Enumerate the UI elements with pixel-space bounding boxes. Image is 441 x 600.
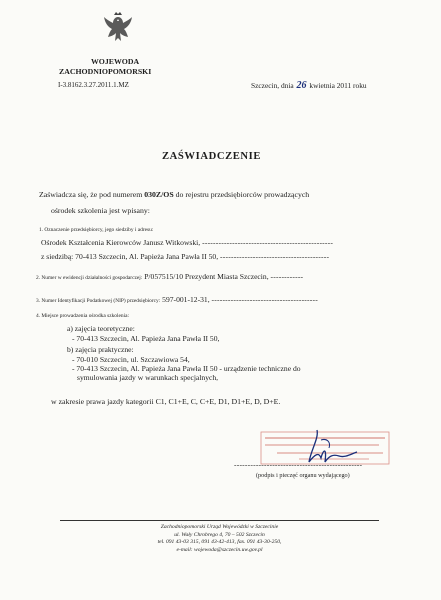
footer-line-4: e-mail: wojewoda@szczecin.uw.gov.pl [176,546,263,553]
section-3 [36,295,318,304]
section-4-label: 4. Miejsce prowadzenia ośrodka szkolenia: [36,313,129,319]
issue-date [251,80,367,91]
footer-line-1: Zachodniopomorski Urząd Wojewódzki w Szczecinie [160,524,279,530]
intro-text-b: do rejestru przedsiębiorców prowadzących [173,190,310,199]
date-suffix: kwietnia 2011 roku [309,81,367,90]
license-categories [51,397,280,406]
section-2 [36,272,303,281]
theory-label: a) zajęcia teoretyczne: [67,324,135,333]
polish-eagle-emblem-icon [103,11,133,47]
section-1-name [41,238,333,247]
section-1-address [41,252,329,261]
practice-location-2-cont: symulowania jazdy w warunkach specjalnych, [77,373,219,382]
section-3-label: 3. Numer Identyfikacji Podatkowej (NIP) przedsiębiorcy: [36,298,161,304]
intro-line-2: ośrodek szkolenia jest wpisany: [51,206,150,215]
date-prefix: Szczecin, dnia [251,81,294,90]
footer-line-2: ul. Wały Chrobrego 4, 70 – 502 Szczecin [174,531,265,538]
fill-dashes: ------------------------------------------------ [202,238,334,247]
intro-line-1 [39,190,309,199]
footer-divider [60,520,379,521]
reference-number: I-3.8162.3.27.2011.1.MZ [58,81,129,89]
nip-number: 597-001-12-31, [162,295,210,304]
date-day: 26 [296,80,307,91]
signature-line: ----------------------------------------------- [234,460,363,469]
register-number: 030Z/OS [144,190,174,199]
business-address: z siedzibą: 70-413 Szczecin, Al. Papieża Jana Pawła II 50, [41,252,219,261]
document-title: ZAŚWIADCZENIE [162,151,262,162]
footer-line-3: tel. 091 43-03 315, 091 43-42-413, fax. 091 43-30-250, [157,539,282,546]
fill-dashes: ---------------------------------------- [220,252,330,261]
practice-location-1: - 70-010 Szczecin, ul. Szczawiowa 54, [72,355,190,364]
registry-entry: P/057515/10 Prezydent Miasta Szczecin, [144,272,269,281]
fill-dashes: ------------ [270,272,304,281]
theory-location: - 70-413 Szczecin, Al. Papieża Jana Pawła II 50, [72,334,220,343]
section-2-label: 2. Numer w ewidencji działalności gospodarczej: [36,275,143,281]
footer-address [60,524,379,554]
issuer-subtitle: ZACHODNIOPOMORSKI [59,67,152,76]
section-1-label: 1. Oznaczenie przedsiębiorcy, jego siedziby i adresu: [39,227,154,233]
issuer-title: WOJEWODA [91,57,140,66]
categories-prefix: w zakresie prawa jazdy kategorii [51,397,156,406]
intro-text-a: Zaświadcza się, że pod numerem [39,190,145,199]
categories-list: C1, C1+E, C, C+E, D1, D1+E, D, D+E. [155,397,281,406]
fill-dashes: --------------------------------------- [211,295,318,304]
practice-label: b) zajęcia praktyczne: [67,345,134,354]
signature-caption: (podpis i pieczęć organu wydającego) [256,472,350,479]
practice-location-2: - 70-413 Szczecin, Al. Papieża Jana Pawła II 50 - urządzenie techniczne do [72,364,301,373]
business-name: Ośrodek Kształcenia Kierowców Janusz Witkowski, [41,238,201,247]
